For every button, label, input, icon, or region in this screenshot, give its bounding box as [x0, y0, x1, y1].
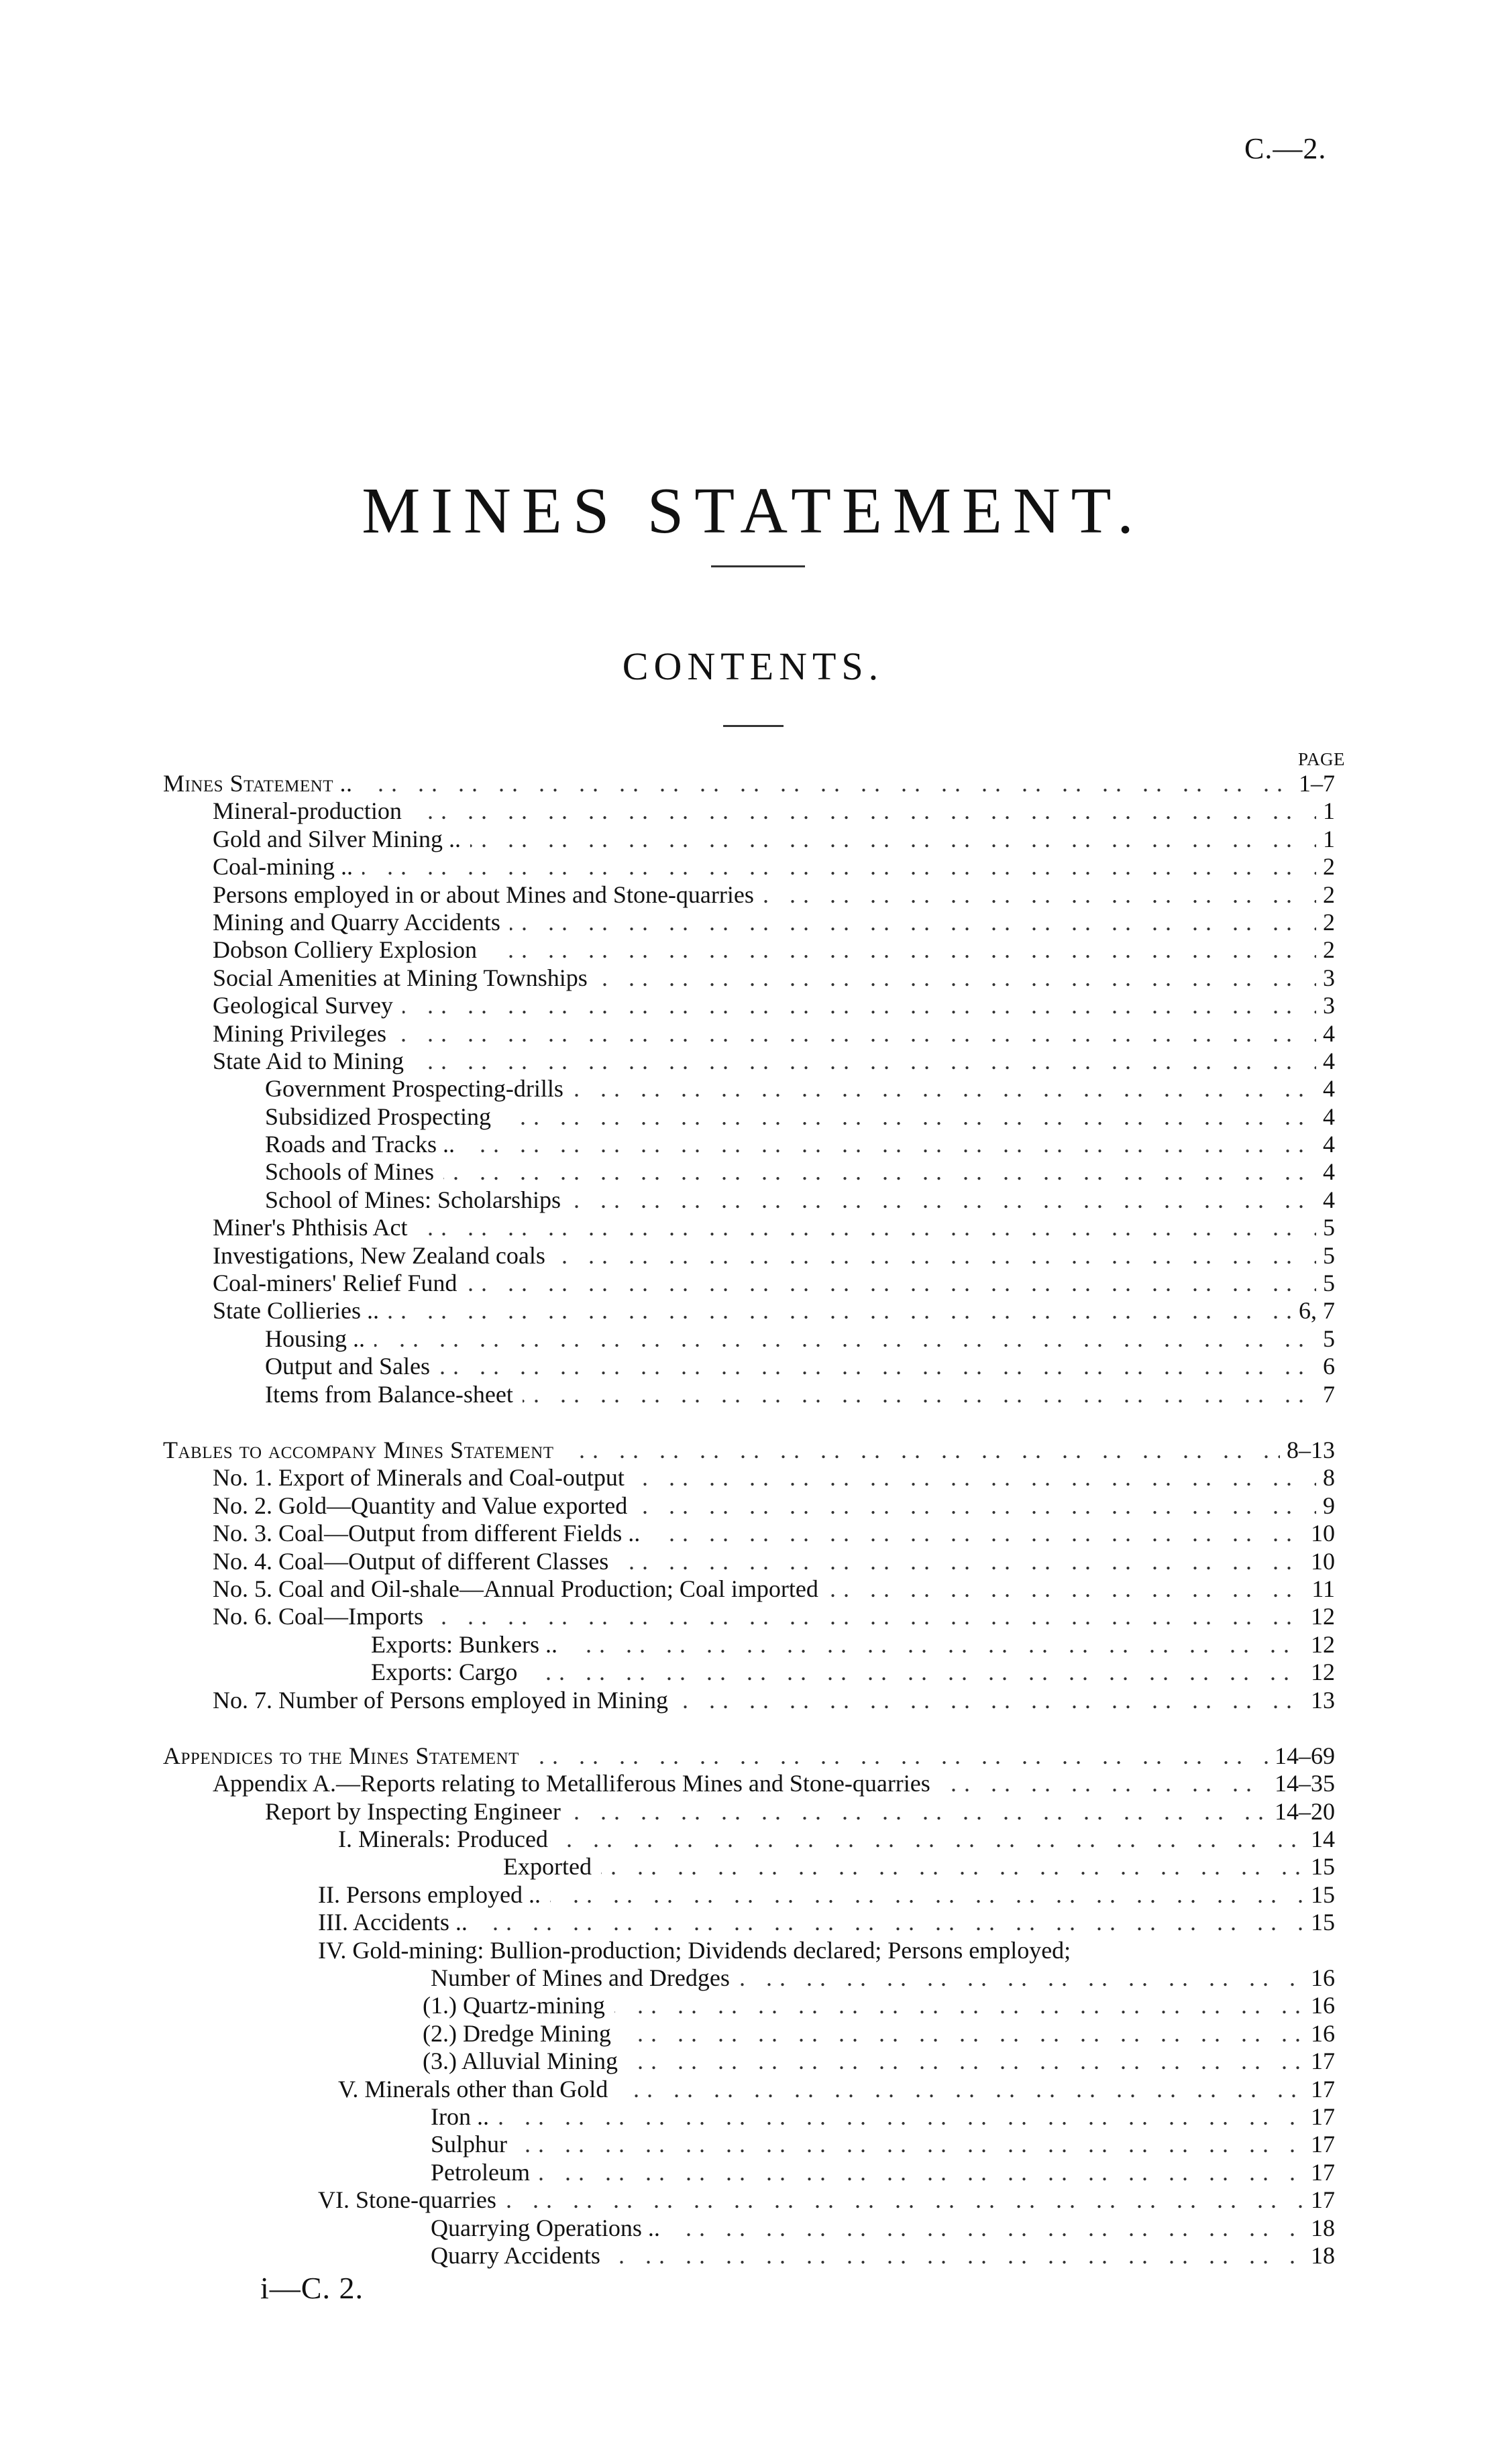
toc-entry-page: 5	[1316, 1325, 1335, 1353]
toc-entry-label: Report by Inspecting Engineer	[265, 1798, 570, 1826]
toc-row	[0, 1964, 1506, 1992]
toc-entry-page: 18	[1304, 2215, 1335, 2242]
toc-row	[0, 1631, 1506, 1659]
toc-row	[0, 1437, 1506, 1464]
toc-row	[0, 2242, 1506, 2270]
toc-entry-label: (2.) Dredge Mining	[423, 2020, 621, 2048]
toc-row	[0, 1659, 1506, 1686]
toc-entry-label: State Collieries ..	[213, 1297, 388, 1325]
toc-entry-label: (1.) Quartz-mining	[423, 1992, 614, 2019]
toc-row	[0, 936, 1506, 964]
toc-row	[0, 1242, 1506, 1270]
toc-row	[0, 1881, 1506, 1909]
toc-entry-label: (3.) Alluvial Mining	[423, 2048, 627, 2075]
toc-row	[0, 2076, 1506, 2103]
toc-entry-page: 17	[1304, 2131, 1335, 2158]
toc-entry-page: 17	[1304, 2048, 1335, 2075]
toc-row	[0, 1548, 1506, 1575]
toc-row	[0, 1464, 1506, 1492]
toc-entry-label: State Aid to Mining	[213, 1048, 413, 1075]
toc-entry-page: 18	[1304, 2242, 1335, 2270]
toc-entry-label: Exports: Cargo	[371, 1659, 527, 1686]
toc-entry-label: No. 2. Gold—Quantity and Value exported	[213, 1492, 637, 1520]
toc-row	[0, 1798, 1506, 1826]
toc-entry-page: 16	[1304, 1992, 1335, 2019]
toc-entry-page: 6	[1316, 1353, 1335, 1380]
toc-entry-label: No. 4. Coal—Output of different Classes	[213, 1548, 618, 1575]
toc-entry-page: 7	[1316, 1381, 1335, 1408]
section-gap	[0, 1714, 1506, 1742]
toc-entry-page: 17	[1304, 2186, 1335, 2214]
toc-entry-page: 17	[1304, 2076, 1335, 2103]
toc-entry-page: 6, 7	[1292, 1297, 1335, 1325]
toc-entry-page: 16	[1304, 1964, 1335, 1992]
toc-entry-label: Exports: Bunkers ..	[371, 1631, 567, 1659]
toc-entry-label: School of Mines: Scholarships	[265, 1186, 570, 1214]
toc-entry-page: 5	[1316, 1242, 1335, 1270]
toc-entry-page: 1	[1316, 826, 1335, 853]
toc-entry-label: Sulphur	[431, 2131, 517, 2158]
toc-entry-label: Housing ..	[265, 1325, 374, 1353]
toc-entry-label: Coal-mining ..	[213, 853, 362, 881]
toc-entry-page: 4	[1316, 1075, 1335, 1103]
toc-entry-label: Miner's Phthisis Act	[213, 1214, 417, 1241]
toc-row	[0, 1992, 1506, 2019]
toc-entry-page: 9	[1316, 1492, 1335, 1520]
toc-entry-label: III. Accidents ..	[318, 1909, 477, 1936]
toc-entry-label: Output and Sales	[265, 1353, 439, 1380]
toc-entry-label: V. Minerals other than Gold	[338, 2076, 617, 2103]
toc-entry-label: Roads and Tracks ..	[265, 1131, 464, 1158]
toc-entry-label: Geological Survey	[213, 992, 402, 1019]
toc-row	[0, 1826, 1506, 1853]
toc-entry-page: 14–20	[1268, 1798, 1335, 1826]
toc-entry-page: 13	[1304, 1687, 1335, 1714]
toc-entry-page: 14–35	[1268, 1770, 1335, 1797]
toc-row	[0, 1075, 1506, 1103]
toc-entry-label: Government Prospecting-drills	[265, 1075, 573, 1103]
toc-row	[0, 826, 1506, 853]
toc-entry-label: Items from Balance-sheet	[265, 1381, 523, 1408]
toc-entry-label: IV. Gold-mining: Bullion-production; Dividends declared; Persons employed;	[318, 1937, 1080, 1964]
toc-entry-page: 15	[1304, 1853, 1335, 1881]
toc-entry-page: 8	[1316, 1464, 1335, 1492]
dot-leader	[431, 2159, 1328, 2186]
toc-entry-page: 12	[1304, 1659, 1335, 1686]
toc-entry-page: 5	[1316, 1270, 1335, 1297]
contents-divider	[723, 725, 784, 727]
toc-entry-page: 3	[1316, 964, 1335, 992]
table-of-contents	[0, 770, 1506, 2270]
toc-row	[0, 1770, 1506, 1797]
toc-entry-label: Mining Privileges	[213, 1020, 396, 1048]
toc-entry-label: Dobson Colliery Explosion	[213, 936, 486, 964]
toc-row	[0, 853, 1506, 881]
toc-entry-page: 17	[1304, 2159, 1335, 2186]
toc-entry-page: 11	[1305, 1575, 1335, 1603]
dot-leader	[431, 2131, 1328, 2158]
toc-row	[0, 2215, 1506, 2242]
toc-entry-page: 14–69	[1268, 1742, 1335, 1770]
toc-entry-label: Mines Statement ..	[163, 770, 362, 797]
toc-entry-page: 3	[1316, 992, 1335, 1019]
toc-entry-label: Mining and Quarry Accidents	[213, 909, 510, 936]
toc-row	[0, 2159, 1506, 2186]
toc-entry-label: Subsidized Prospecting	[265, 1103, 500, 1131]
toc-row	[0, 770, 1506, 797]
toc-entry-label: Persons employed in or about Mines and Stone-quarries	[213, 881, 763, 909]
toc-entry-label: Quarrying Operations ..	[431, 2215, 669, 2242]
toc-row	[0, 1603, 1506, 1630]
toc-entry-label: II. Persons employed ..	[318, 1881, 550, 1909]
toc-entry-label: Schools of Mines	[265, 1158, 443, 1186]
document-code: C.—2.	[1244, 132, 1327, 165]
toc-entry-page: 10	[1304, 1548, 1335, 1575]
toc-entry-page: 17	[1304, 2103, 1335, 2131]
toc-row	[0, 1381, 1506, 1408]
toc-row	[0, 1048, 1506, 1075]
toc-entry-label: Number of Mines and Dredges	[431, 1964, 739, 1992]
toc-entry-label: No. 6. Coal—Imports	[213, 1603, 433, 1630]
toc-entry-page: 12	[1304, 1631, 1335, 1659]
toc-entry-page: 4	[1316, 1048, 1335, 1075]
toc-row	[0, 881, 1506, 909]
dot-leader	[503, 1853, 1328, 1881]
toc-entry-label: Mineral-production	[213, 797, 411, 825]
toc-entry-page: 15	[1304, 1881, 1335, 1909]
toc-entry-label: Quarry Accidents	[431, 2242, 610, 2270]
toc-row	[0, 2103, 1506, 2131]
page-column-header: PAGE	[1297, 749, 1345, 769]
toc-row	[0, 1103, 1506, 1131]
toc-entry-label: Iron ..	[431, 2103, 498, 2131]
toc-entry-page: 14	[1304, 1826, 1335, 1853]
toc-row	[0, 1186, 1506, 1214]
toc-row	[0, 1687, 1506, 1714]
toc-row	[0, 1742, 1506, 1770]
toc-row	[0, 1853, 1506, 1881]
toc-entry-label: No. 7. Number of Persons employed in Mining	[213, 1687, 678, 1714]
toc-entry-label: Appendices to the Mines Statement	[163, 1742, 529, 1770]
page-title: MINES STATEMENT.	[362, 474, 1144, 547]
toc-entry-label: No. 5. Coal and Oil-shale—Annual Production; Coal imported	[213, 1575, 828, 1603]
toc-row	[0, 964, 1506, 992]
toc-entry-label: Exported	[503, 1853, 601, 1881]
dot-leader	[213, 853, 1328, 881]
toc-entry-page: 1–7	[1292, 770, 1335, 797]
toc-row	[0, 2020, 1506, 2048]
toc-row	[0, 1575, 1506, 1603]
toc-entry-page: 2	[1316, 881, 1335, 909]
title-divider	[711, 565, 805, 567]
toc-entry-label: Appendix A.—Reports relating to Metalliferous Mines and Stone-quarries	[213, 1770, 940, 1797]
toc-entry-label: Social Amenities at Mining Townships	[213, 964, 597, 992]
dot-leader	[265, 1325, 1328, 1353]
toc-entry-label: I. Minerals: Produced	[338, 1826, 557, 1853]
toc-row	[0, 1909, 1506, 1936]
toc-entry-page: 12	[1304, 1603, 1335, 1630]
dot-leader	[431, 2103, 1328, 2131]
toc-row	[0, 1270, 1506, 1297]
toc-row	[0, 2131, 1506, 2158]
toc-entry-label: No. 3. Coal—Output from different Fields ..	[213, 1520, 649, 1547]
toc-row	[0, 797, 1506, 825]
toc-entry-label: Coal-miners' Relief Fund	[213, 1270, 466, 1297]
toc-entry-label: No. 1. Export of Minerals and Coal-output	[213, 1464, 634, 1492]
toc-entry-page: 4	[1316, 1131, 1335, 1158]
toc-row	[0, 1937, 1506, 1964]
toc-entry-page: 16	[1304, 2020, 1335, 2048]
toc-row	[0, 2048, 1506, 2075]
toc-row	[0, 1492, 1506, 1520]
toc-entry-page: 4	[1316, 1103, 1335, 1131]
toc-entry-page: 15	[1304, 1909, 1335, 1936]
section-gap	[0, 1408, 1506, 1437]
toc-entry-page: 10	[1304, 1520, 1335, 1547]
toc-entry-page: 2	[1316, 853, 1335, 881]
page-footer: i—C. 2.	[260, 2271, 364, 2305]
toc-entry-label: Tables to accompany Mines Statement	[163, 1437, 563, 1464]
contents-heading: CONTENTS.	[622, 645, 884, 688]
toc-row	[0, 1297, 1506, 1325]
toc-entry-label: Gold and Silver Mining ..	[213, 826, 470, 853]
toc-entry-page: 4	[1316, 1158, 1335, 1186]
toc-entry-label: VI. Stone-quarries	[318, 2186, 506, 2214]
toc-entry-page: 2	[1316, 909, 1335, 936]
toc-row	[0, 1158, 1506, 1186]
toc-entry-page: 2	[1316, 936, 1335, 964]
toc-row	[0, 2186, 1506, 2214]
toc-entry-page: 8–13	[1280, 1437, 1335, 1464]
toc-row	[0, 1325, 1506, 1353]
toc-entry-label: Petroleum	[431, 2159, 539, 2186]
toc-entry-page: 4	[1316, 1020, 1335, 1048]
toc-row	[0, 1020, 1506, 1048]
toc-entry-page: 1	[1316, 797, 1335, 825]
toc-row	[0, 1131, 1506, 1158]
toc-entry-label: Investigations, New Zealand coals	[213, 1242, 555, 1270]
toc-entry-page: 4	[1316, 1186, 1335, 1214]
toc-row	[0, 1214, 1506, 1241]
toc-row	[0, 1353, 1506, 1380]
toc-row	[0, 992, 1506, 1019]
toc-row	[0, 909, 1506, 936]
toc-entry-page: 5	[1316, 1214, 1335, 1241]
toc-row	[0, 1520, 1506, 1547]
